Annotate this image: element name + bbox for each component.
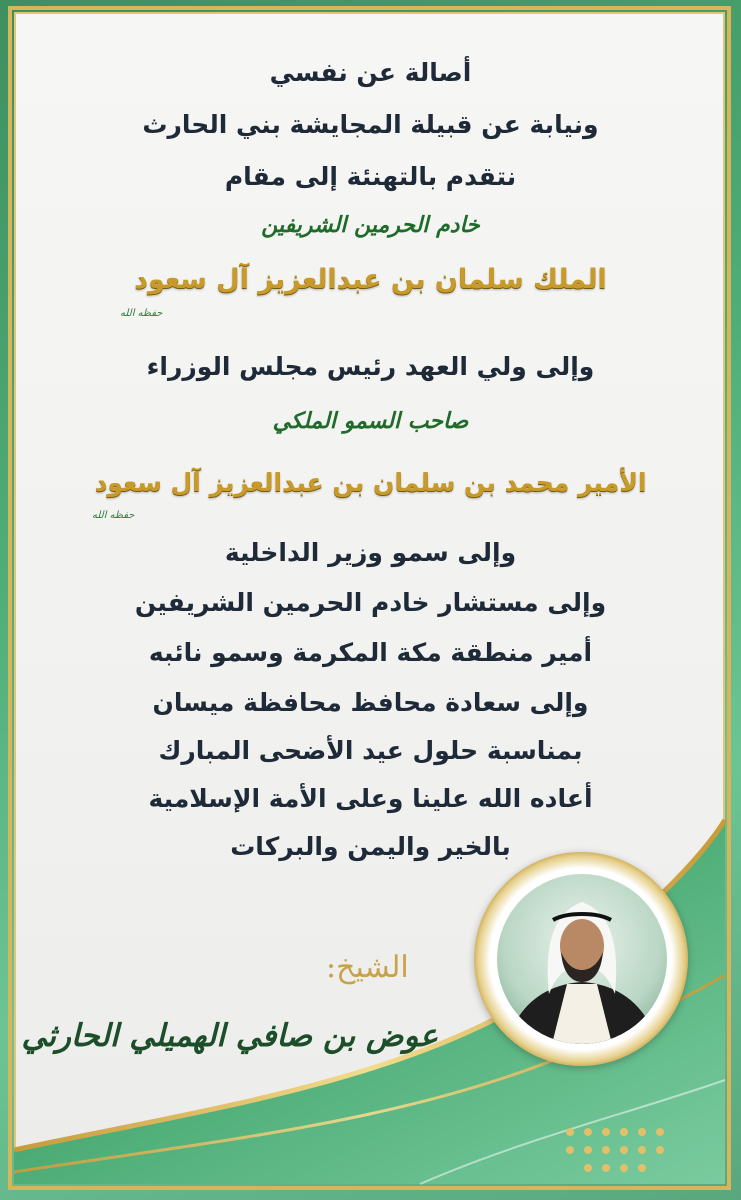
decorative-dots: [566, 1128, 686, 1178]
line-3: نتقدم بالتهنئة إلى مقام: [224, 162, 517, 191]
sheikh-label: الشيخ:: [326, 950, 409, 985]
title-crown-prince: الأمير محمد بن سلمان بن عبدالعزيز آل سعود: [94, 468, 647, 497]
line-12: وإلى سعادة محافظ محافظة ميسان: [152, 688, 589, 717]
sheikh-name: عوض بن صافي الهميلي الحارثي: [21, 1018, 438, 1054]
title-king: الملك سلمان بن عبدالعزيز آل سعود: [134, 264, 607, 295]
greeting-text: [40, 0, 701, 880]
line-1: أصالة عن نفسي: [269, 58, 472, 87]
line-14: أعاده الله علينا وعلى الأمة الإسلامية: [148, 784, 593, 813]
line-2: ونيابة عن قبيلة المجايشة بني الحارث: [142, 110, 599, 139]
person-icon: [497, 874, 667, 1044]
line-15: بالخير واليمن والبركات: [230, 832, 511, 861]
line-9: وإلى سمو وزير الداخلية: [224, 538, 517, 567]
line-10: وإلى مستشار خادم الحرمين الشريفين: [134, 588, 607, 617]
title-royal-highness: صاحب السمو الملكي: [272, 408, 469, 434]
line-13: بمناسبة حلول عيد الأضحى المبارك: [158, 736, 583, 765]
line-6: وإلى ولي العهد رئيس مجلس الوزراء: [146, 352, 595, 381]
hafiz-note-crown-prince: حفظه الله: [92, 510, 135, 521]
line-11: أمير منطقة مكة المكرمة وسمو نائبه: [148, 638, 593, 667]
portrait-photo: [497, 874, 667, 1044]
hafiz-note-king: حفظه الله: [120, 308, 163, 319]
title-custodian: خادم الحرمين الشريفين: [261, 212, 480, 238]
